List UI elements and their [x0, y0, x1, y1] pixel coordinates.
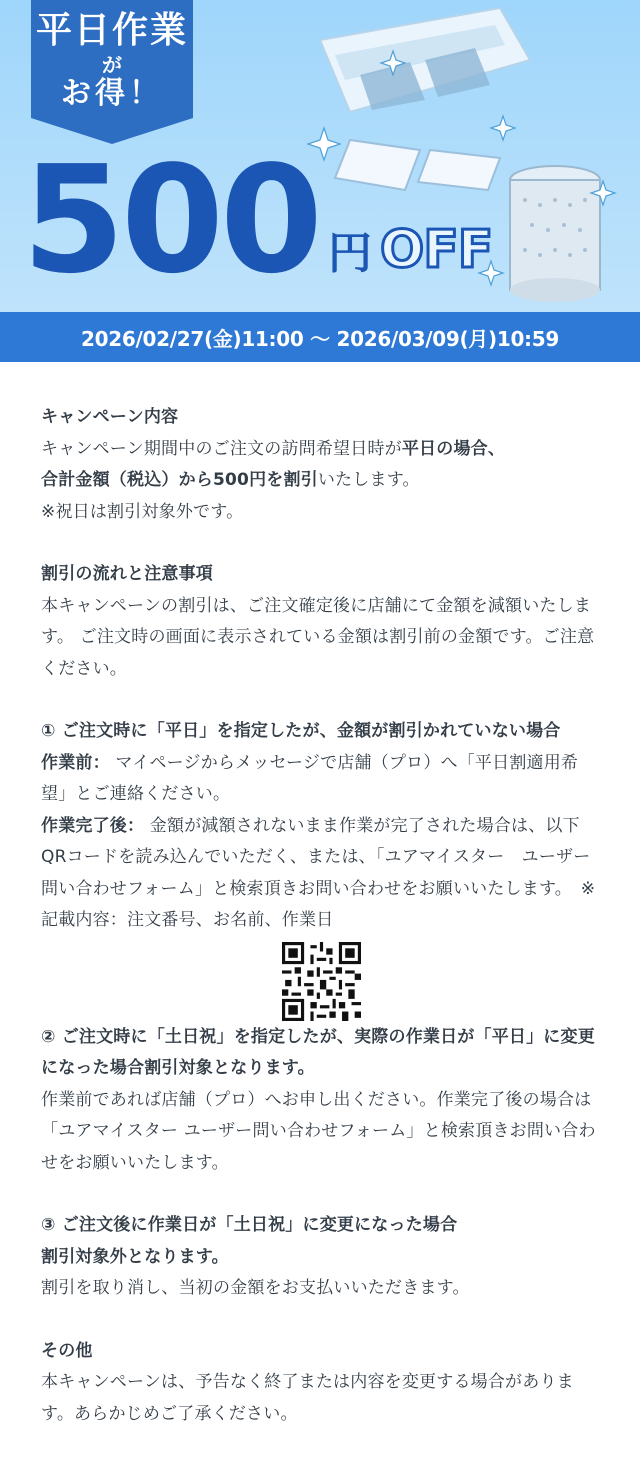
- section-heading: その他: [41, 1340, 93, 1361]
- section-case2: [41, 1022, 602, 1180]
- section-heading: キャンペーン内容: [41, 407, 179, 427]
- campaign-text: キャンペーン期間中のご注文の訪問希望日時が: [41, 438, 402, 459]
- tag-line2: が: [102, 53, 122, 77]
- discount-amount: 500: [22, 134, 319, 306]
- before-text: マイページからメッセージで店舗（プロ）へ「平日割適用希望」とご連絡ください。: [41, 752, 579, 804]
- off-label: OFF: [380, 220, 493, 280]
- section-heading: 割引の流れと注意事項: [41, 564, 213, 584]
- before-label: 作業前：: [41, 752, 110, 773]
- section-campaign-content: [41, 402, 602, 528]
- weekday-tag: [31, 0, 193, 118]
- flow-text: 本キャンペーンの割引は、ご注文確定後に店舗にて金額を減額いたします。 ご注文時の画面に表示されている金額は割引前の金額です。ご注意ください。: [41, 595, 595, 679]
- after-text: 金額が減額されないまま作業が完了された場合は、以下QRコードを読み込んでいただく、または、「ユアマイスター ユーザー問い合わせフォーム」と検索頂きお問い合わせをお願いいたします。 ※記載内容：注文番号、お名前、作業日: [41, 815, 596, 930]
- campaign-text-bold: 平日の場合、: [401, 438, 506, 459]
- case2-text: 作業前であれば店舗（プロ）へお申し出ください。作業完了後の場合は「ユアマイスター ユーザー問い合わせフォーム」と検索頂きお問い合わせをお願いいたします。: [41, 1089, 596, 1173]
- section-case1: [41, 716, 602, 1021]
- case3-text: 割引を取り消し、当初の金額をお支払いいただきます。: [41, 1278, 470, 1298]
- tag-line3: お得！: [61, 76, 163, 111]
- section-heading: ③ ご注文後に作業日が「土日祝」に変更になった場合: [41, 1215, 458, 1235]
- after-label: 作業完了後：: [41, 815, 145, 836]
- campaign-text: いたします。: [317, 470, 420, 490]
- campaign-period: 2026/02/27(金)11:00 〜 2026/03/09(月)10:59: [0, 312, 640, 362]
- section-other: [41, 1336, 602, 1431]
- campaign-discount-bold: 合計金額（税込）から500円を割引: [41, 470, 318, 490]
- campaign-details: [0, 362, 640, 1430]
- section-case3: [41, 1210, 602, 1305]
- section-flow: [41, 559, 602, 685]
- campaign-banner: [0, 0, 640, 312]
- qr-code[interactable]: [282, 942, 361, 1021]
- section-subheading: 割引対象外となります。: [41, 1246, 229, 1267]
- section-heading: ② ご注文時に「土日祝」を指定したが、実際の作業日が「平日」に変更になった場合割引対象となります。: [41, 1026, 595, 1078]
- other-text: 本キャンペーンは、予告なく終了または内容を変更する場合があります。あらかじめご了承ください。: [41, 1372, 574, 1424]
- campaign-note: ※祝日は割引対象外です。: [41, 501, 244, 522]
- yen-label: 円: [328, 228, 372, 279]
- tag-line1: 平日作業: [35, 10, 188, 51]
- section-heading: ① ご注文時に「平日」を指定したが、金額が割引かれていない場合: [41, 721, 561, 741]
